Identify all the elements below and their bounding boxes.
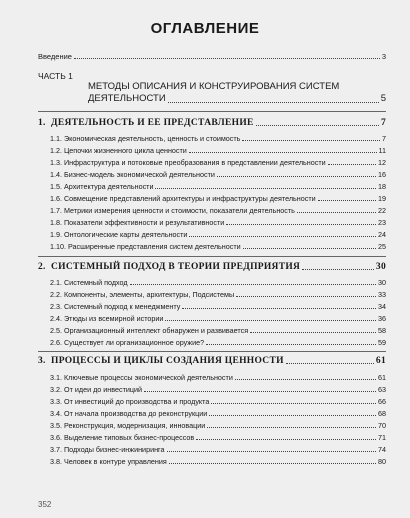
leader-dots — [155, 188, 376, 189]
toc-entry — [50, 157, 386, 167]
leader-dots — [209, 415, 376, 416]
toc-entry — [50, 193, 386, 203]
toc-entry — [50, 133, 386, 143]
chapter-number: 1. — [38, 118, 46, 128]
toc-entry-label: 1.2. Цепочки жизненного цикла ценности — [50, 146, 187, 155]
toc-entry-page: 80 — [378, 457, 386, 466]
toc-entry-page: 74 — [378, 445, 386, 454]
toc-entry-page: 7 — [382, 134, 386, 143]
toc-entry-page: 63 — [378, 385, 386, 394]
leader-dots — [74, 58, 380, 59]
toc-entry-page: 61 — [378, 373, 386, 382]
toc-entry-label: 2.1. Системный подход — [50, 278, 128, 287]
toc-entry — [50, 205, 386, 215]
toc-entry-page: 66 — [378, 397, 386, 406]
leader-dots — [167, 451, 376, 452]
toc-entry-page: 16 — [378, 170, 386, 179]
divider — [38, 111, 386, 112]
chapter-title: СИСТЕМНЫЙ ПОДХОД В ТЕОРИИ ПРЕДПРИЯТИЯ — [51, 262, 301, 272]
leader-dots — [318, 200, 376, 201]
toc-entry — [50, 289, 386, 299]
toc-entry-label: 1.10. Расширенные представления систем деятельности — [50, 242, 241, 251]
divider — [38, 351, 386, 352]
part-page: 5 — [380, 93, 386, 104]
toc-entry — [50, 301, 386, 311]
part-title-line1: МЕТОДЫ ОПИСАНИЯ И КОНСТРУИРОВАНИЯ СИСТЕМ — [88, 81, 340, 92]
toc-entry-page: 22 — [378, 206, 386, 215]
toc-entry-label: 1.9. Онтологические карты деятельности — [50, 230, 188, 239]
toc-entry-page: 12 — [378, 158, 386, 167]
leader-dots — [206, 344, 376, 345]
toc-entry-label: 3.6. Выделение типовых бизнес-процессов — [50, 433, 195, 442]
toc-entry-label: 2.2. Компоненты, элементы, архитектуры, Подсистемы — [50, 290, 235, 299]
toc-entry — [50, 145, 386, 155]
toc-intro-label: Введение — [38, 52, 72, 61]
toc-entry-label: 3.8. Человек в контуре управления — [50, 457, 167, 466]
leader-dots — [302, 269, 374, 270]
toc-entry-page: 34 — [378, 302, 386, 311]
chapter-page: 7 — [380, 118, 386, 128]
part-title-line2-row — [88, 93, 386, 105]
toc-entry — [50, 217, 386, 227]
toc-entry — [50, 456, 386, 466]
toc-entry-label: 1.4. Бизнес-модель экономической деятельности — [50, 170, 215, 179]
leader-dots — [286, 363, 374, 364]
toc-entry-page: 59 — [378, 338, 386, 347]
toc-entry-label: 3.1. Ключевые процессы экономической деятельности — [50, 373, 233, 382]
toc-entry — [50, 408, 386, 418]
toc-entry-page: 58 — [378, 326, 386, 335]
leader-dots — [182, 308, 376, 309]
toc-entry-label: 3.2. От идеи до инвестиций — [50, 385, 143, 394]
toc-entry-page: 70 — [378, 421, 386, 430]
toc-entry-page: 18 — [378, 182, 386, 191]
toc-entry — [50, 337, 386, 347]
leader-dots — [211, 403, 376, 404]
toc-entry-page: 30 — [378, 278, 386, 287]
toc-entry-page: 19 — [378, 194, 386, 203]
toc-entry — [50, 444, 386, 454]
leader-dots — [169, 463, 376, 464]
toc-entry-page: 25 — [378, 242, 386, 251]
leader-dots — [144, 391, 376, 392]
toc-entry-label: 2.6. Существует ли организационное оружие? — [50, 338, 205, 347]
toc-entry-label: 1.5. Архитектура деятельности — [50, 182, 154, 191]
toc-entry — [50, 313, 386, 323]
leader-dots — [226, 224, 376, 225]
toc-entry-label: 2.3. Системный подход к менеджменту — [50, 302, 181, 311]
toc-entry-label: 3.5. Реконструкция, модернизация, инновации — [50, 421, 206, 430]
toc-entry-page: 68 — [378, 409, 386, 418]
leader-dots — [189, 236, 376, 237]
toc-entry-page: 11 — [378, 146, 386, 155]
chapter-page: 30 — [375, 262, 386, 272]
toc-entry — [50, 372, 386, 382]
toc-entry — [50, 325, 386, 335]
toc-entry-page: 33 — [378, 290, 386, 299]
page-title: ОГЛАВЛЕНИЕ — [150, 20, 260, 37]
leader-dots — [328, 164, 376, 165]
leader-dots — [235, 379, 376, 380]
chapter-title: ПРОЦЕССЫ И ЦИКЛЫ СОЗДАНИЯ ЦЕННОСТИ — [51, 356, 284, 366]
leader-dots — [250, 332, 376, 333]
toc-entry-page: 71 — [378, 433, 386, 442]
toc-intro-page: 3 — [381, 52, 386, 61]
toc-entry-label: 1.8. Показатели эффективности и результативности — [50, 218, 225, 227]
toc-entry — [50, 169, 386, 179]
toc-entry — [50, 181, 386, 191]
toc-entry-label: 3.4. От начала производства до реконструкции — [50, 409, 208, 418]
leader-dots — [217, 176, 376, 177]
leader-dots — [196, 439, 376, 440]
toc-entry-label: 1.3. Инфраструктура и потоковые преобразования в представлении деятельности — [50, 158, 326, 167]
chapter-2-heading — [38, 262, 386, 272]
toc-entry-label: 2.4. Этюды из всемирной истории — [50, 314, 164, 323]
chapter-title: ДЕЯТЕЛЬНОСТЬ И ЕЕ ПРЕДСТАВЛЕНИЕ — [51, 118, 254, 128]
part-title — [88, 81, 388, 105]
leader-dots — [130, 284, 376, 285]
toc-entry-label: 1.6. Совмещение представлений архитектуры и инфраструктуры деятельности — [50, 194, 316, 203]
leader-dots — [207, 427, 376, 428]
toc-entry — [50, 277, 386, 287]
leader-dots — [165, 320, 376, 321]
toc-entry — [50, 241, 386, 251]
part-title-line2: ДЕЯТЕЛЬНОСТИ — [88, 93, 166, 104]
toc-entry — [50, 229, 386, 239]
toc-entry-label: 1.7. Метрики измерения ценности и стоимости, показатели деятельность — [50, 206, 295, 215]
page-number: 352 — [38, 500, 52, 509]
chapter-page: 61 — [375, 356, 386, 366]
toc-entry-page: 24 — [378, 230, 386, 239]
chapter-number: 3. — [38, 356, 46, 366]
chapter-3-heading — [38, 356, 386, 366]
toc-entry-page: 36 — [378, 314, 386, 323]
toc-entry — [50, 420, 386, 430]
leader-dots — [236, 296, 376, 297]
leader-dots — [256, 125, 379, 126]
leader-dots — [297, 212, 376, 213]
toc-entry-label: 3.3. От инвестиций до производства и продукта — [50, 397, 210, 406]
toc-entry-label: 1.1. Экономическая деятельность, ценность и стоимость — [50, 134, 241, 143]
chapter-1-heading — [38, 118, 386, 128]
chapter-number: 2. — [38, 262, 46, 272]
toc-entry-page: 23 — [378, 218, 386, 227]
leader-dots — [242, 140, 380, 141]
toc-entry — [50, 432, 386, 442]
divider — [38, 256, 386, 257]
toc-entry — [50, 396, 386, 406]
toc-entry-label: 2.5. Организационный интеллект обнаружен и развивается — [50, 326, 249, 335]
part-label: ЧАСТЬ 1 — [38, 71, 73, 81]
toc-entry — [50, 384, 386, 394]
leader-dots — [189, 152, 377, 153]
leader-dots — [243, 248, 376, 249]
toc-intro — [38, 51, 386, 61]
toc-entry-label: 3.7. Подходы бизнес-инжиниринга — [50, 445, 165, 454]
leader-dots — [168, 102, 379, 103]
